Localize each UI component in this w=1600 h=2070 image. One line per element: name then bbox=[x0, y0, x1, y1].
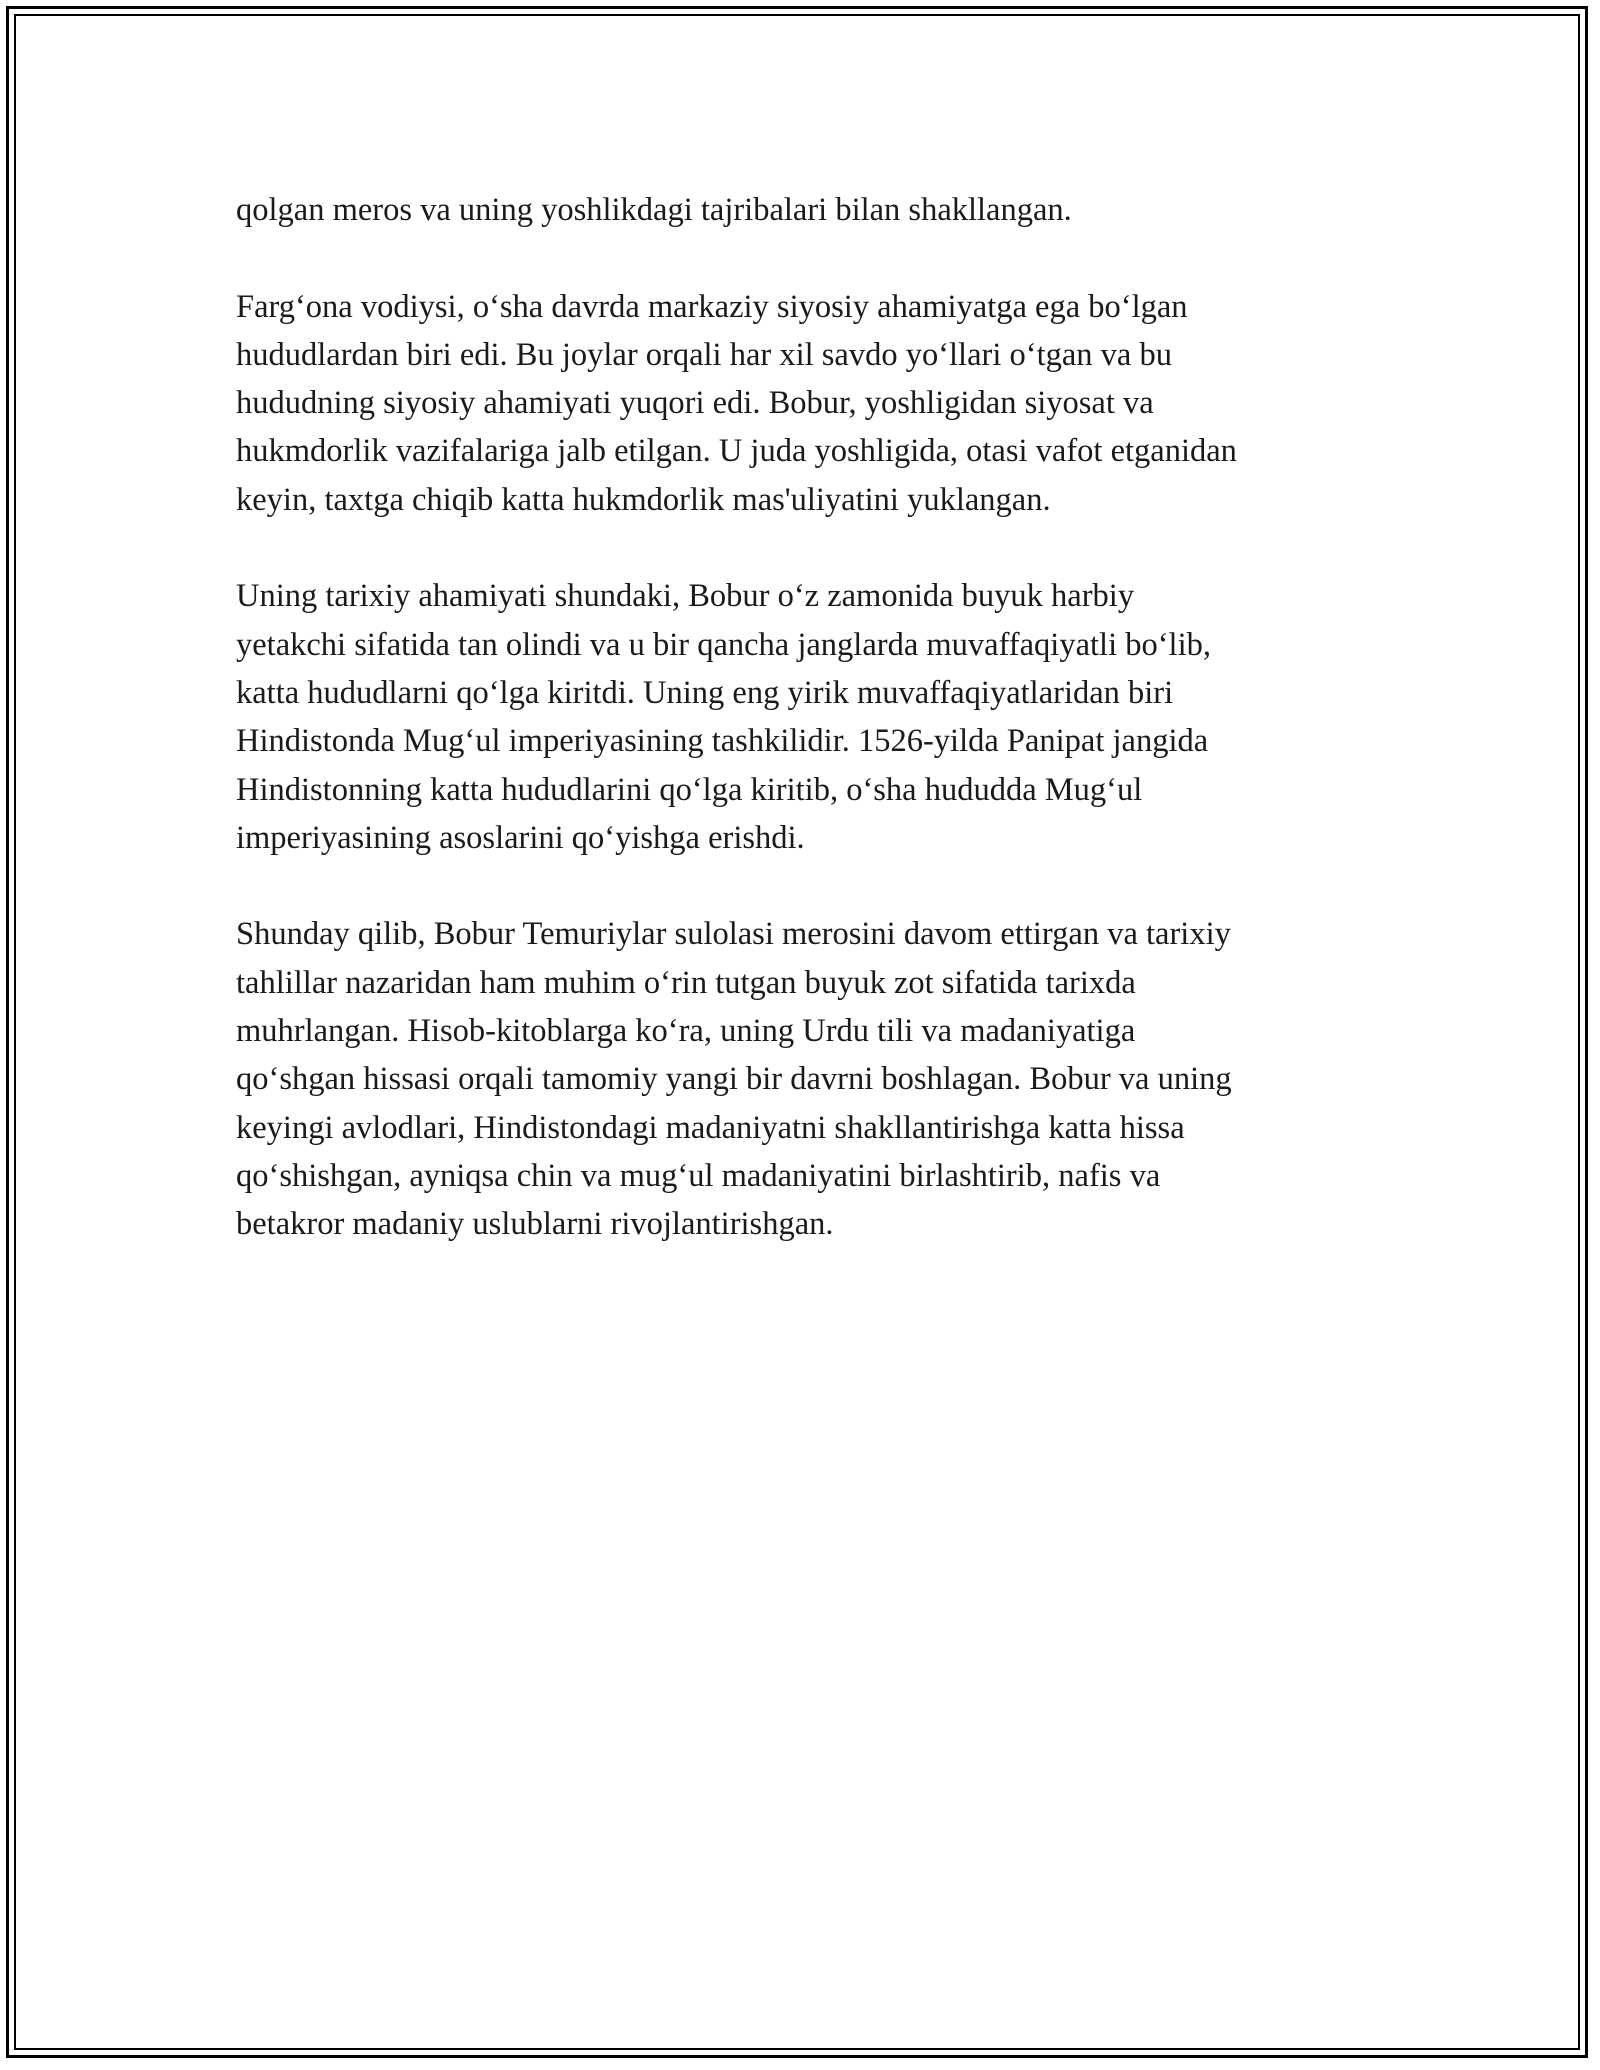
paragraph-continuation: qolgan meros va uning yoshlikdagi tajribalari bilan shakllangan. bbox=[236, 192, 1072, 228]
paragraph-historical-significance: Uning tarixiy ahamiyati shundaki, Bobur o‘z zamonida buyuk harbiy yetakchi sifatida tan olindi va u bir qancha janglarda muvaffaqiyatli bo‘lib, katta hududlarni qo‘lga kiritdi. Uning eng yirik muvaffaqiyatlaridan biri Hindistonda Mug‘ul imperiyasining tashkilidir. 1526-yilda Panipat jangida Hindistonning katta hududlarini qo‘lga kiritib, o‘sha hududda Mug‘ul imperiyasining asoslarini qo‘yishga erishdi. bbox=[236, 578, 1211, 856]
paragraph-legacy: Shunday qilib, Bobur Temuriylar sulolasi merosini davom ettirgan va tarixiy tahlillar nazaridan ham muhim o‘rin tutgan buyuk zot sifatida tarixda muhrlangan. Hisob-kitoblarga ko‘ra, uning Urdu tili va madaniyatiga qo‘shgan hissasi orqali tamomiy yangi bir davrni boshlagan. Bobur va uning keyingi avlodlari, Hindistondagi madaniyatni shakllantirishga katta hissa qo‘shishgan, ayniqsa chin va mug‘ul madaniyatini birlashtirib, nafis va betakror madaniy uslublarni rivojlantirishgan. bbox=[236, 916, 1232, 1243]
document-body bbox=[236, 186, 1376, 1249]
paragraph-fergana-valley: Farg‘ona vodiysi, o‘sha davrda markaziy siyosiy ahamiyatga ega bo‘lgan hududlardan biri edi. Bu joylar orqali har xil savdo yo‘llari o‘tgan va bu hududning siyosiy ahamiyati yuqori edi. Bobur, yoshligidan siyosat va hukmdorlik vazifalariga jalb etilgan. U juda yoshligida, otasi vafot etganidan keyin, taxtga chiqib katta hukmdorlik mas'uliyatini yuklangan. bbox=[236, 288, 1237, 518]
